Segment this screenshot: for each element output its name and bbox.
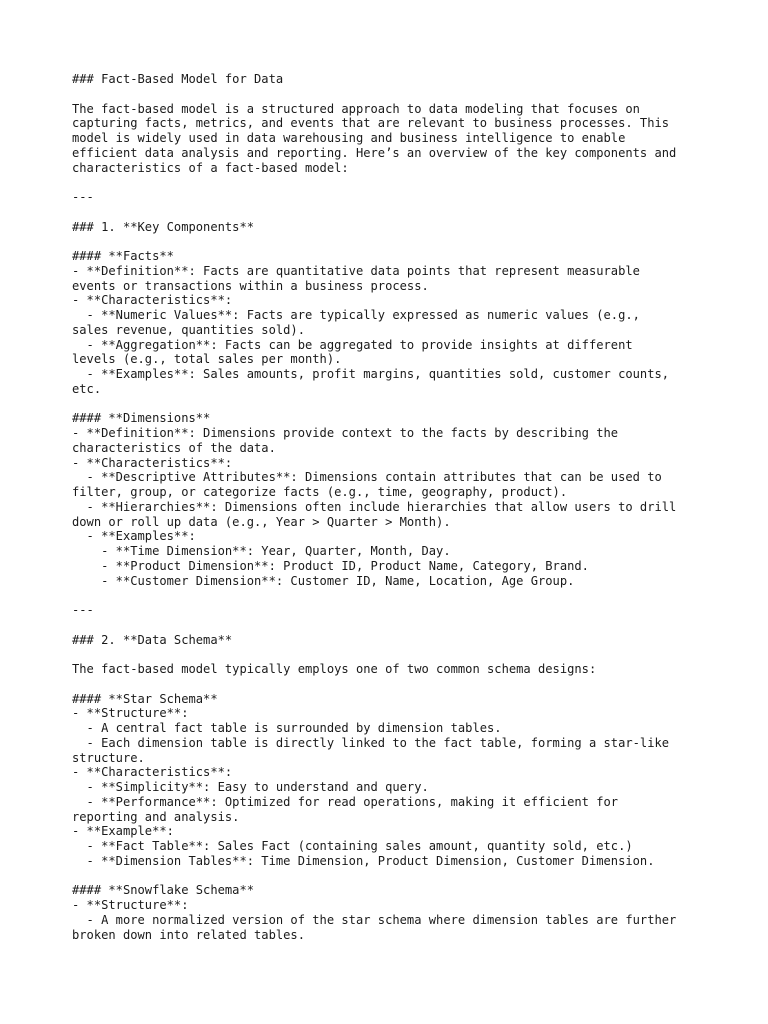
document-line: - **Definition**: Dimensions provide context to the facts by describing the [72,426,619,440]
blank-line [72,869,712,884]
document-line: events or transactions within a business process. [72,278,429,293]
document-line: capturing facts, metrics, and events that are relevant to business processes. This [72,116,670,131]
document-line: - **Performance**: Optimized for read operations, making it efficient for [72,794,619,809]
document-line: - **Product Dimension**: Product ID, Product Name, Category, Brand. [72,558,589,573]
blank-line [72,205,712,220]
blank-line [72,87,712,102]
document-line: --- [72,190,94,204]
blank-line [72,175,712,190]
document-line: reporting and analysis. [72,809,240,824]
document-line: - **Characteristics**: [72,765,233,780]
document-line: The fact-based model typically employs one of two common schema designs: [72,662,597,676]
document-line: ### 2. **Data Schema** [72,632,233,647]
document-line: - **Definition**: Facts are quantitative data points that represent measurable [72,263,640,278]
document-line: - **Time Dimension**: Year, Quarter, Month, Day. [72,544,451,558]
document-line: - **Structure**: [72,706,189,721]
blank-line [72,677,712,692]
document-line: filter, group, or categorize facts (e.g., time, geography, product). [72,485,568,499]
document-line: - A central fact table is surrounded by dimension tables. [72,721,502,735]
document-line: characteristics of the data. [72,440,276,455]
document-line: - A more normalized version of the star schema where dimension tables are further [72,912,677,927]
document-line: - **Customer Dimension**: Customer ID, Name, Location, Age Group. [72,573,575,588]
document-line: - Each dimension table is directly linked to the fact table, forming a star-like [72,735,670,750]
blank-line [72,618,712,633]
document-line: - **Fact Table**: Sales Fact (containing sales amount, quantity sold, etc.) [72,839,633,853]
document-body [72,72,712,942]
document-line: characteristics of a fact-based model: [72,160,349,175]
document-line: - **Examples**: [72,529,196,544]
blank-line [72,234,712,249]
blank-line [72,647,712,662]
document-line: - **Numeric Values**: Facts are typically expressed as numeric values (e.g., [72,308,640,322]
document-line: levels (e.g., total sales per month). [72,352,342,367]
document-line: ### Fact-Based Model for Data [72,72,284,86]
document-line: ### 1. **Key Components** [72,219,255,234]
document-line: etc. [72,381,102,396]
document-line: - **Characteristics**: [72,455,233,470]
blank-line [72,588,712,603]
document-line: The fact-based model is a structured approach to data modeling that focuses on [72,101,640,116]
document-line: structure. [72,750,145,765]
document-line: - **Hierarchies**: Dimensions often include hierarchies that allow users to drill [72,499,677,514]
document-line: model is widely used in data warehousing and business intelligence to enable [72,131,626,145]
document-line: #### **Snowflake Schema** [72,883,255,898]
document-line: - **Dimension Tables**: Time Dimension, Product Dimension, Customer Dimension. [72,853,655,868]
document-line: - **Simplicity**: Easy to understand and query. [72,780,429,794]
document-line: down or roll up data (e.g., Year > Quarter > Month). [72,514,451,529]
document-line: - **Characteristics**: [72,293,233,308]
document-line: broken down into related tables. [72,927,305,942]
document-line: - **Examples**: Sales amounts, profit margins, quantities sold, customer counts, [72,367,670,381]
document-line: #### **Facts** [72,249,174,263]
document-line: - **Descriptive Attributes**: Dimensions contain attributes that can be used to [72,470,662,485]
document-line: - **Structure**: [72,898,189,912]
blank-line [72,397,712,412]
document-line: - **Aggregation**: Facts can be aggregated to provide insights at different [72,337,633,352]
document-line: #### **Dimensions** [72,411,211,426]
document-line: - **Example**: [72,824,174,839]
document-line: #### **Star Schema** [72,691,218,706]
document-line: --- [72,603,94,617]
document-line: sales revenue, quantities sold). [72,322,305,337]
document-line: efficient data analysis and reporting. Here’s an overview of the key components and [72,145,677,160]
